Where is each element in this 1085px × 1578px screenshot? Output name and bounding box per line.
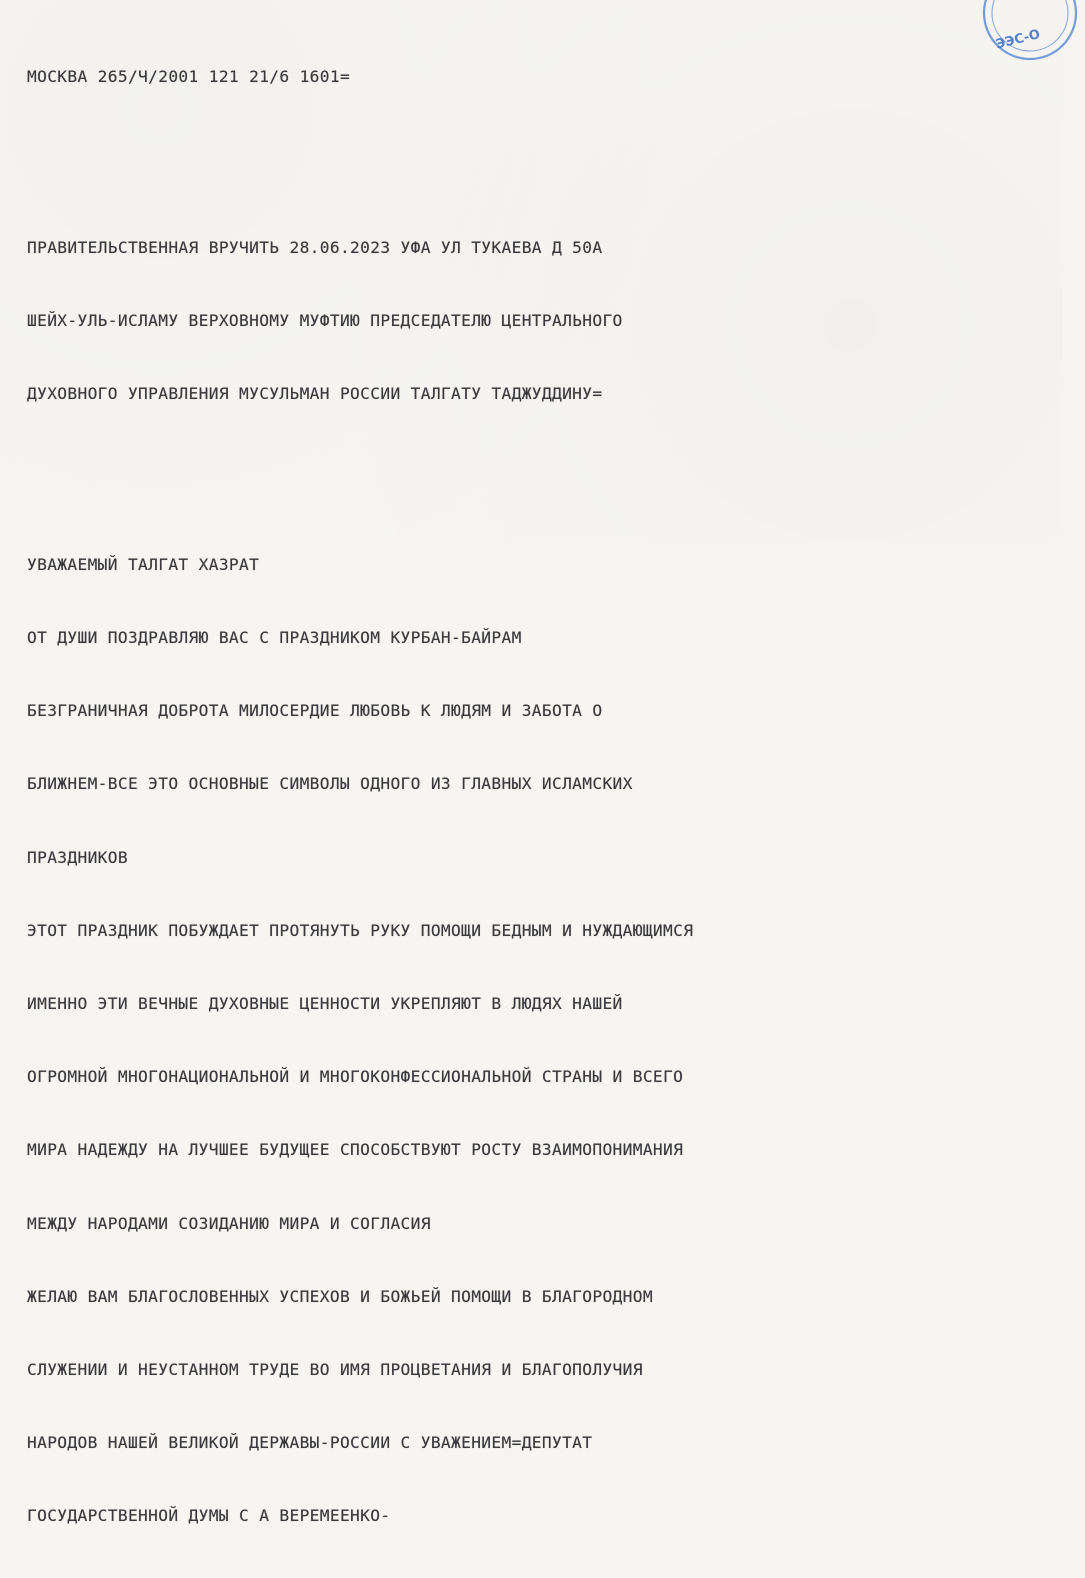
postal-stamp-icon	[975, 0, 1085, 68]
body-line: МЕЖДУ НАРОДАМИ СОЗИДАНИЮ МИРА И СОГЛАСИЯ	[27, 1213, 431, 1233]
body-line: ОГРОМНОЙ МНОГОНАЦИОНАЛЬНОЙ И МНОГОКОНФЕССИОНАЛЬНОЙ СТРАНЫ И ВСЕГО	[27, 1067, 684, 1087]
blank-line	[27, 138, 693, 162]
address-line: ПРАВИТЕЛЬСТВЕННАЯ ВРУЧИТЬ 28.06.2023 УФА УЛ ТУКАЕВА Д 50А	[27, 237, 603, 257]
body-line: МИРА НАДЕЖДУ НА ЛУЧШЕЕ БУДУЩЕЕ СПОСОБСТВУЮТ РОСТУ ВЗАИМОПОНИМАНИЯ	[27, 1140, 684, 1160]
address-line: ШЕЙХ-УЛЬ-ИСЛАМУ ВЕРХОВНОМУ МУФТИЮ ПРЕДСЕДАТЕЛЮ ЦЕНТРАЛЬНОГО	[27, 310, 623, 330]
body-line: СЛУЖЕНИИ И НЕУСТАННОМ ТРУДЕ ВО ИМЯ ПРОЦВЕТАНИЯ И БЛАГОПОЛУЧИЯ	[27, 1360, 643, 1380]
body-line: БЕЗГРАНИЧНАЯ ДОБРОТА МИЛОСЕРДИЕ ЛЮБОВЬ К ЛЮДЯМ И ЗАБОТА О	[27, 701, 603, 721]
telegram-text	[27, 16, 693, 1578]
blank-line	[27, 455, 693, 479]
routing-line: МОСКВА 265/Ч/2001 121 21/6 1601=	[27, 66, 351, 86]
body-line: ИМЕННО ЭТИ ВЕЧНЫЕ ДУХОВНЫЕ ЦЕННОСТИ УКРЕПЛЯЮТ В ЛЮДЯХ НАШЕЙ	[27, 994, 623, 1014]
body-line: БЛИЖНЕМ-ВСЕ ЭТО ОСНОВНЫЕ СИМВОЛЫ ОДНОГО ИЗ ГЛАВНЫХ ИСЛАМСКИХ	[27, 774, 633, 794]
body-line: НАРОДОВ НАШЕЙ ВЕЛИКОЙ ДЕРЖАВЫ-РОССИИ С УВАЖЕНИЕМ=ДЕПУТАТ	[27, 1433, 593, 1453]
address-line: ДУХОВНОГО УПРАВЛЕНИЯ МУСУЛЬМАН РОССИИ ТАЛГАТУ ТАДЖУДДИНУ=	[27, 384, 603, 404]
body-line: ЖЕЛАЮ ВАМ БЛАГОСЛОВЕННЫХ УСПЕХОВ И БОЖЬЕЙ ПОМОЩИ В БЛАГОРОДНОМ	[27, 1286, 653, 1306]
body-line: ОТ ДУШИ ПОЗДРАВЛЯЮ ВАС С ПРАЗДНИКОМ КУРБАН-БАЙРАМ	[27, 628, 522, 648]
stamp-text: ЭЭС-О	[994, 27, 1042, 53]
body-line: ПРАЗДНИКОВ	[27, 847, 128, 867]
body-line: ЭТОТ ПРАЗДНИК ПОБУЖДАЕТ ПРОТЯНУТЬ РУКУ ПОМОЩИ БЕДНЫМ И НУЖДАЮЩИМСЯ	[27, 920, 694, 940]
body-line: УВАЖАЕМЫЙ ТАЛГАТ ХАЗРАТ	[27, 554, 260, 574]
body-line: ГОСУДАРСТВЕННОЙ ДУМЫ С А ВЕРЕМЕЕНКО-	[27, 1506, 391, 1526]
